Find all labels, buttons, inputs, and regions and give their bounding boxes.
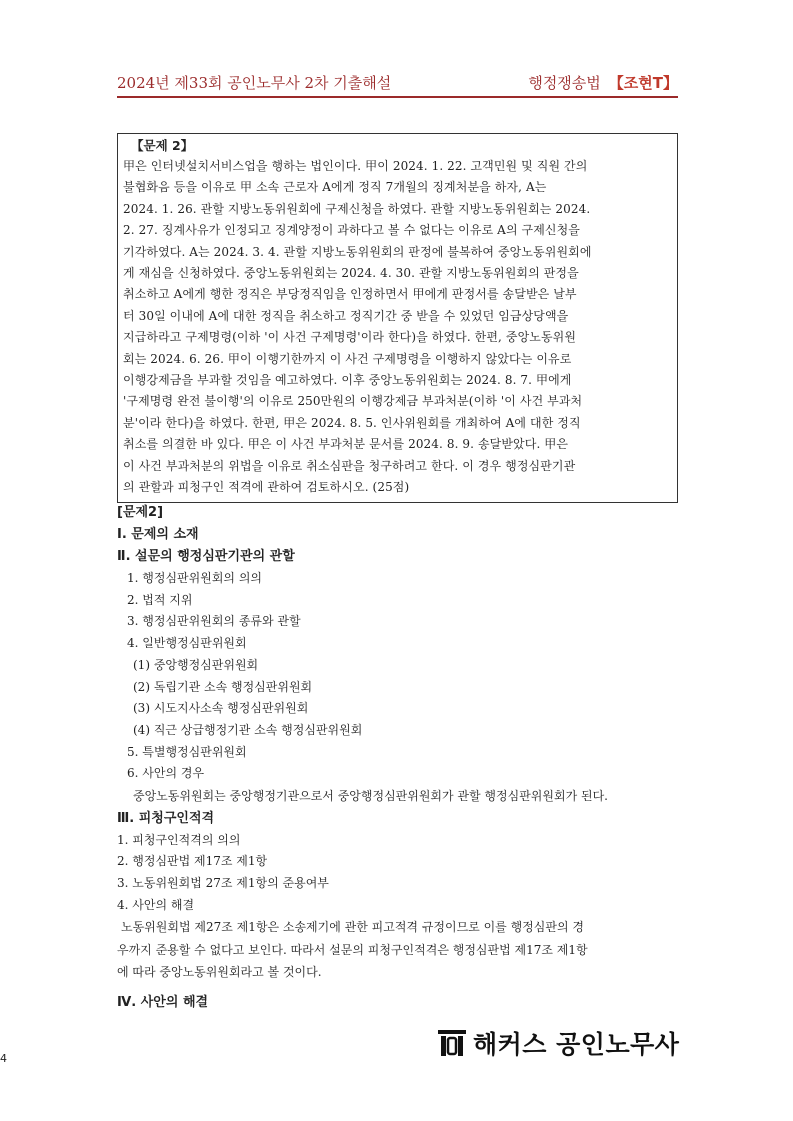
problem-line: 기각하였다. A는 2024. 3. 4. 관할 지방노동위원회의 판정에 불복하여 중앙노동위원회에 <box>123 244 592 259</box>
problem-title: 【문제 2】 <box>131 138 194 153</box>
logo-text: 해커스 공인노무사 <box>473 1030 680 1059</box>
problem-line: 2024. 1. 26. 관할 지방노동위원회에 구제신청을 하였다. 관할 지방노동위원회는 2024. <box>123 201 591 216</box>
outline-item: 6. 사안의 경우 <box>127 766 205 781</box>
outline-item: 3. 행정심판위원회의 종류와 관할 <box>127 614 301 629</box>
hackers-logo-icon <box>437 1028 467 1058</box>
conclusion-line: 노동위원회법 제27조 제1항은 소송제기에 관한 피고적격 규정이므로 이를 행정심판의 경 <box>121 920 584 935</box>
outline-item: 2. 행정심판법 제17조 제1항 <box>117 854 268 869</box>
header-subject: 행정쟁송법 <box>528 74 601 92</box>
header-author: 【조현T】 <box>608 74 678 92</box>
problem-line: 회는 2024. 6. 26. 甲이 이행기한까지 이 사건 구제명령을 이행하지 않았다는 이유로 <box>123 351 572 366</box>
problem-line: 의 관할과 피청구인 적격에 관하여 검토하시오. (25점) <box>123 480 410 495</box>
section-heading: Ⅱ. 설문의 행정심판기관의 관할 <box>117 549 295 564</box>
problem-line: 甲은 인터넷설치서비스업을 행하는 법인이다. 甲이 2024. 1. 22. 고객민원 및 직원 간의 <box>123 159 588 173</box>
conclusion-line: 우까지 준용할 수 없다고 보인다. 따라서 설문의 피청구인적격은 행정심판법 제17조 제1항 <box>117 942 588 957</box>
answer-outline <box>117 502 682 1014</box>
outline-item: 4. 사안의 해결 <box>117 897 195 912</box>
problem-line: 취소를 의결한 바 있다. 甲은 이 사건 부과처분 문서를 2024. 8. 9. 송달받았다. 甲은 <box>123 437 569 452</box>
problem-line: 분'이라 한다)을 하였다. 한편, 甲은 2024. 8. 5. 인사위원회를 개최하여 A에 대한 정직 <box>123 415 581 430</box>
outline-label: [문제2] <box>117 505 164 520</box>
conclusion-text: 중앙노동위원회는 중앙행정기관으로서 중앙행정심판위원회가 관할 행정심판위원회가 된다. <box>133 789 608 804</box>
problem-line: 이행강제금을 부과할 것임을 예고하였다. 이후 중앙노동위원회는 2024. 8. 7. 甲에게 <box>123 373 572 388</box>
problem-line: '구제명령 완전 불이행'의 이유로 250만원의 이행강제금 부과처분(이하 '이 사건 부과처 <box>123 394 583 409</box>
footer-logo <box>437 1025 679 1061</box>
problem-line: 취소하고 A에게 행한 정직은 부당정직임을 인정하면서 甲에게 판정서를 송달받은 날부 <box>123 287 577 302</box>
header-subject-group <box>528 72 678 93</box>
outline-item: 5. 특별행정심판위원회 <box>127 744 247 759</box>
conclusion-line: 에 따라 중앙노동위원회라고 볼 것이다. <box>117 965 322 980</box>
outline-subitem: (4) 직근 상급행정기관 소속 행정심판위원회 <box>133 722 363 737</box>
problem-line: 게 재심을 신청하였다. 중앙노동위원회는 2024. 4. 30. 관할 지방노동위원회의 판정을 <box>123 266 579 281</box>
section-heading: Ⅳ. 사안의 해결 <box>117 994 209 1010</box>
section-heading: Ⅲ. 피청구인적격 <box>117 810 215 826</box>
problem-line: 터 30일 이내에 A에 대한 정직을 취소하고 정직기간 중 받을 수 있었던 임금상당액을 <box>123 308 569 323</box>
section-heading: Ⅰ. 문제의 소재 <box>117 527 199 542</box>
page-number: 4 <box>0 1052 7 1065</box>
conclusion-paragraph <box>117 916 682 984</box>
problem-line: 불협화음 등을 이유로 甲 소속 근로자 A에게 정직 7개월의 징계처분을 하자, A는 <box>123 180 547 195</box>
problem-box <box>117 133 678 503</box>
outline-item: 1. 피청구인적격의 의의 <box>117 832 241 847</box>
problem-line: 2. 27. 징계사유가 인정되고 징계양정이 과하다고 볼 수 없다는 이유로 A의 구제신청을 <box>123 223 581 238</box>
page-header <box>117 72 678 98</box>
outline-item: 4. 일반행정심판위원회 <box>127 636 247 651</box>
outline-item: 2. 법적 지위 <box>127 592 193 607</box>
problem-line: 이 사건 부과처분의 위법을 이유로 취소심판을 청구하려고 한다. 이 경우 행정심판기관 <box>123 458 576 473</box>
outline-subitem: (3) 시도지사소속 행정심판위원회 <box>133 701 309 716</box>
outline-subitem: (1) 중앙행정심판위원회 <box>133 657 259 672</box>
outline-subitem: (2) 독립기관 소속 행정심판위원회 <box>133 679 313 694</box>
problem-line: 지급하라고 구제명령(이하 '이 사건 구제명령'이라 한다)을 하였다. 한편, 중앙노동위원 <box>123 330 577 345</box>
outline-item: 3. 노동위원회법 27조 제1항의 준용여부 <box>117 875 329 890</box>
outline-item: 1. 행정심판위원회의 의의 <box>127 571 262 585</box>
problem-body <box>123 156 672 499</box>
header-title: 2024년 제33회 공인노무사 2차 기출해설 <box>117 74 392 92</box>
